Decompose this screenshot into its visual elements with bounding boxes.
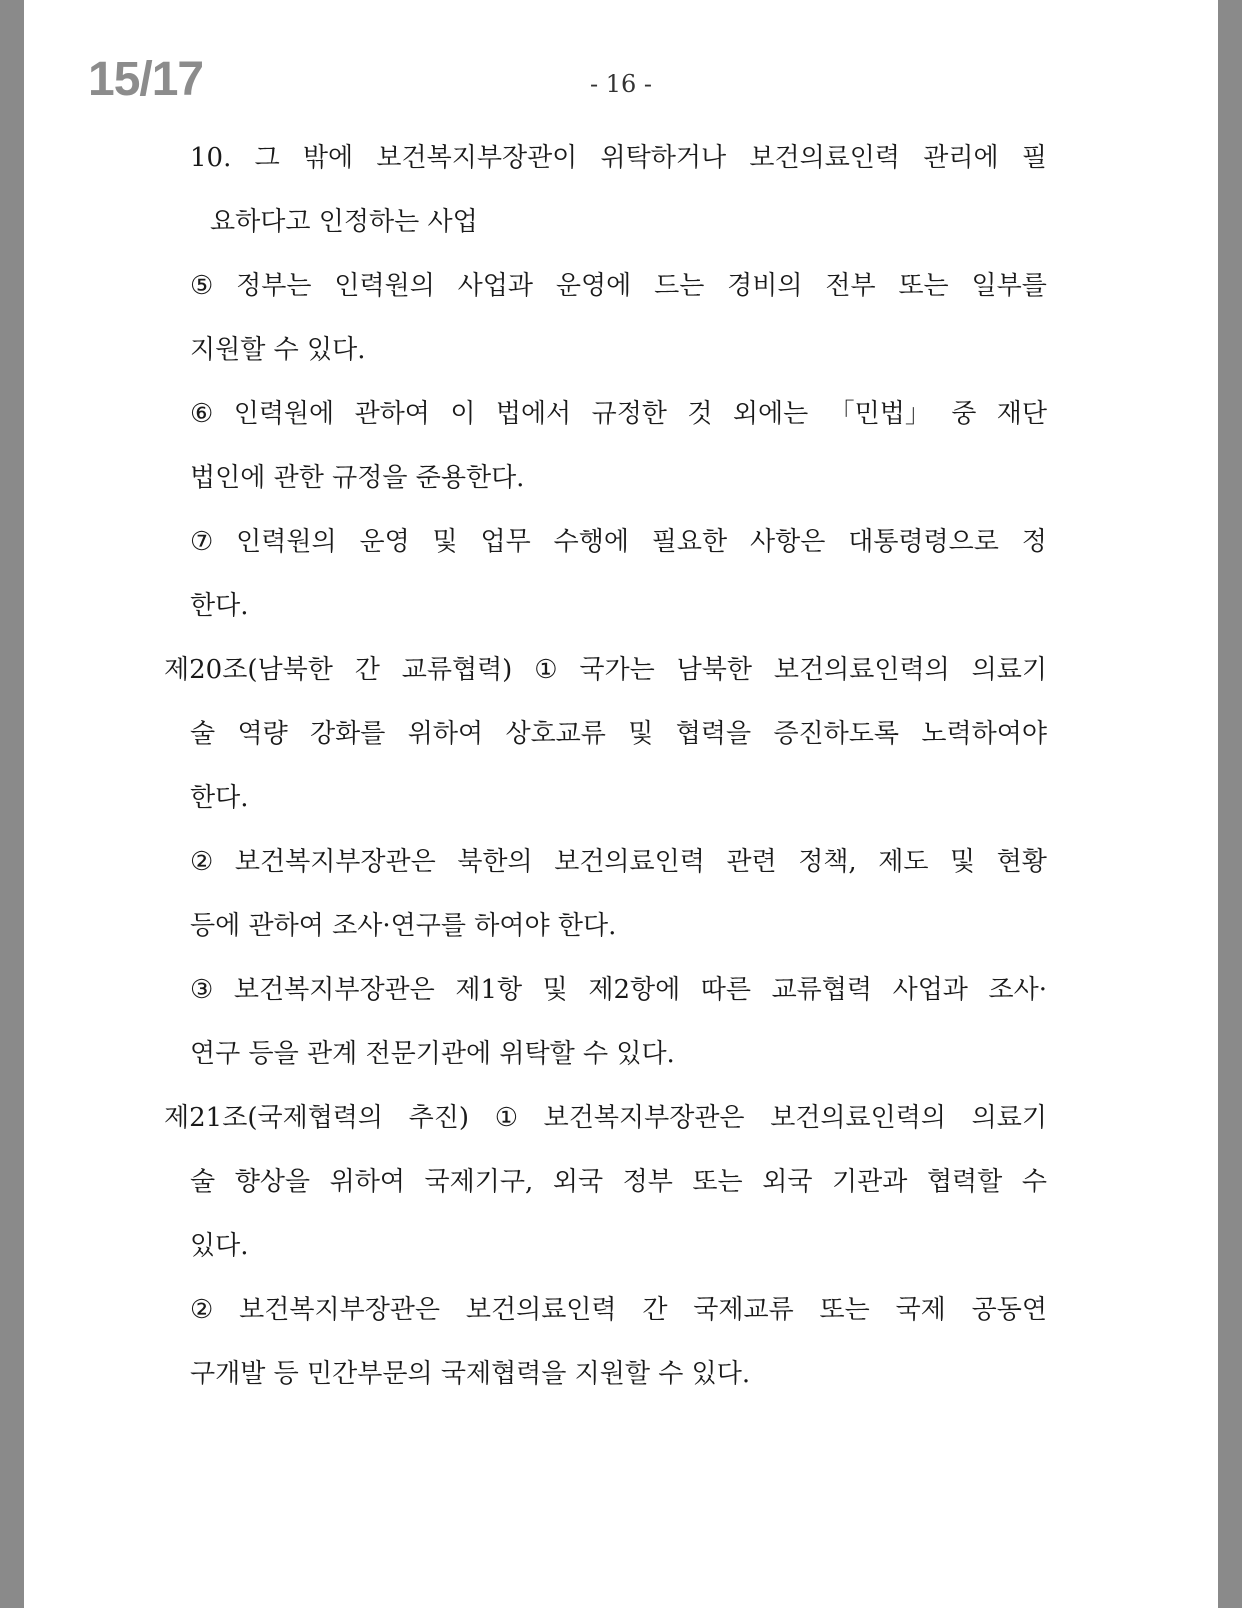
word: 관련 (726, 847, 777, 877)
word: 제도 (878, 847, 929, 877)
text-line: 지원할 수 있다. (190, 335, 366, 365)
word: 교류협력 (771, 975, 873, 1005)
word: 의료기 (971, 1103, 1047, 1133)
word: 밖에 (302, 143, 354, 173)
word: 보건의료인력 (554, 847, 705, 877)
word: 드는 (654, 271, 705, 301)
page-number: - 16 - (589, 70, 652, 98)
word: 보건복지부장관이 (376, 143, 578, 173)
word: 제21조(국제협력의 (164, 1103, 384, 1133)
text-line (190, 1293, 1047, 1327)
word: 중 (951, 399, 977, 429)
word: 및 (542, 975, 568, 1005)
word: 상호교류 (505, 719, 606, 749)
word: 인력원의 (334, 271, 435, 301)
word: 또는 (898, 271, 949, 301)
word: 규정한 (591, 399, 667, 429)
word: 필 (1021, 143, 1047, 173)
word: 간 (642, 1295, 668, 1325)
word: 인력원에 (233, 399, 335, 429)
text-line: 법인에 관한 규정을 준용한다. (190, 463, 525, 493)
word: 조사· (988, 975, 1047, 1005)
word: ① (534, 655, 558, 685)
text-line: 있다. (190, 1231, 249, 1261)
word: 및 (628, 719, 654, 749)
word: 위하여 (329, 1167, 405, 1197)
word: 보건복지부장관은 (239, 1295, 441, 1325)
word: 정 (1021, 527, 1047, 557)
word: 경비의 (727, 271, 803, 301)
word: 보건의료인력 (749, 143, 901, 173)
text-line (190, 397, 1047, 431)
word: 대통령령으로 (848, 527, 999, 557)
article-heading-line (164, 653, 1047, 687)
word: ② (190, 847, 214, 877)
word: 향상을 (234, 1167, 311, 1197)
word: 증진하도록 (773, 719, 900, 749)
word: 및 (432, 527, 458, 557)
word: ⑦ (190, 527, 214, 557)
word: 공동연 (971, 1295, 1047, 1325)
word: 외국 (762, 1167, 813, 1197)
word: 제20조(남북한 (164, 655, 333, 685)
word: 협력을 (675, 719, 752, 749)
word: 정부는 (236, 271, 312, 301)
word: ② (190, 1295, 214, 1325)
word: 역량 (237, 719, 288, 749)
word: 위탁하거나 (600, 143, 727, 173)
word: 국제기구, (424, 1167, 534, 1197)
word: ⑥ (190, 399, 214, 429)
word: ⑤ (190, 271, 214, 301)
word: 제1항 (455, 975, 523, 1005)
word: 보건복지부장관은 (234, 847, 436, 877)
word: ① (494, 1103, 518, 1133)
word: 일부를 (971, 271, 1047, 301)
text-line: 요하다고 인정하는 사업 (210, 207, 478, 237)
word: 강화를 (310, 719, 386, 749)
word: 간 (354, 655, 380, 685)
word: 교류협력) (401, 655, 513, 685)
word: 국제교류 (693, 1295, 794, 1325)
word: 외에는 (732, 399, 809, 429)
word: 보건복지부장관은 (543, 1103, 745, 1133)
word: 수행에 (553, 527, 629, 557)
word: 사항은 (750, 527, 826, 557)
text-line (190, 269, 1047, 303)
word: 관리에 (923, 143, 999, 173)
word: 법에서 (495, 399, 572, 429)
word: 전부 (825, 271, 876, 301)
text-line (190, 141, 1047, 175)
word: 또는 (692, 1167, 743, 1197)
word: 운영 (359, 527, 410, 557)
word: 보건의료인력의 (773, 655, 950, 685)
text-line (190, 717, 1047, 751)
word: 현황 (996, 847, 1047, 877)
word: 남북한 (676, 655, 753, 685)
text-line (190, 525, 1047, 559)
word: 그 (254, 143, 280, 173)
word: 것 (687, 399, 713, 429)
word: 업무 (480, 527, 531, 557)
text-line: 구개발 등 민간부문의 국제협력을 지원할 수 있다. (190, 1359, 751, 1389)
word: 보건의료인력 (465, 1295, 617, 1325)
text-line: 한다. (190, 783, 249, 813)
word: 사업과 (892, 975, 968, 1005)
word: 재단 (996, 399, 1047, 429)
word: 보건의료인력의 (770, 1103, 946, 1133)
word: 10. (190, 143, 232, 173)
word: 운영에 (555, 271, 632, 301)
text-line (190, 1165, 1047, 1199)
text-line: 한다. (190, 591, 249, 621)
word: 보건복지부장관은 (233, 975, 435, 1005)
word: 술 (190, 719, 216, 749)
page-counter: 15/17 (88, 53, 204, 106)
text-line (190, 973, 1047, 1007)
word: 및 (950, 847, 976, 877)
word: 추진) (408, 1103, 470, 1133)
article-heading-line (164, 1101, 1047, 1135)
word: 북한의 (457, 847, 533, 877)
word: 국제 (895, 1295, 946, 1325)
word: 「민법」 (828, 399, 931, 429)
word: 정책, (798, 847, 857, 877)
word: 협력할 (926, 1167, 1003, 1197)
text-line: 등에 관하여 조사·연구를 하여야 한다. (190, 911, 617, 941)
word: ③ (190, 975, 214, 1005)
word: 사업과 (457, 271, 534, 301)
word: 이 (450, 399, 476, 429)
word: 필요한 (651, 527, 728, 557)
text-line: 연구 등을 관계 전문기관에 위탁할 수 있다. (190, 1039, 675, 1069)
word: 정부 (622, 1167, 673, 1197)
word: 국가는 (579, 655, 655, 685)
word: 의료기 (971, 655, 1047, 685)
text-line (190, 845, 1047, 879)
word: 따른 (700, 975, 752, 1005)
word: 수 (1021, 1167, 1047, 1197)
word: 위하여 (407, 719, 484, 749)
word: 관하여 (354, 399, 430, 429)
word: 제2항에 (588, 975, 681, 1005)
word: 술 (190, 1167, 216, 1197)
word: 노력하여야 (921, 719, 1047, 749)
word: 기관과 (832, 1167, 908, 1197)
word: 또는 (819, 1295, 870, 1325)
word: 외국 (552, 1167, 604, 1197)
word: 인력원의 (236, 527, 337, 557)
